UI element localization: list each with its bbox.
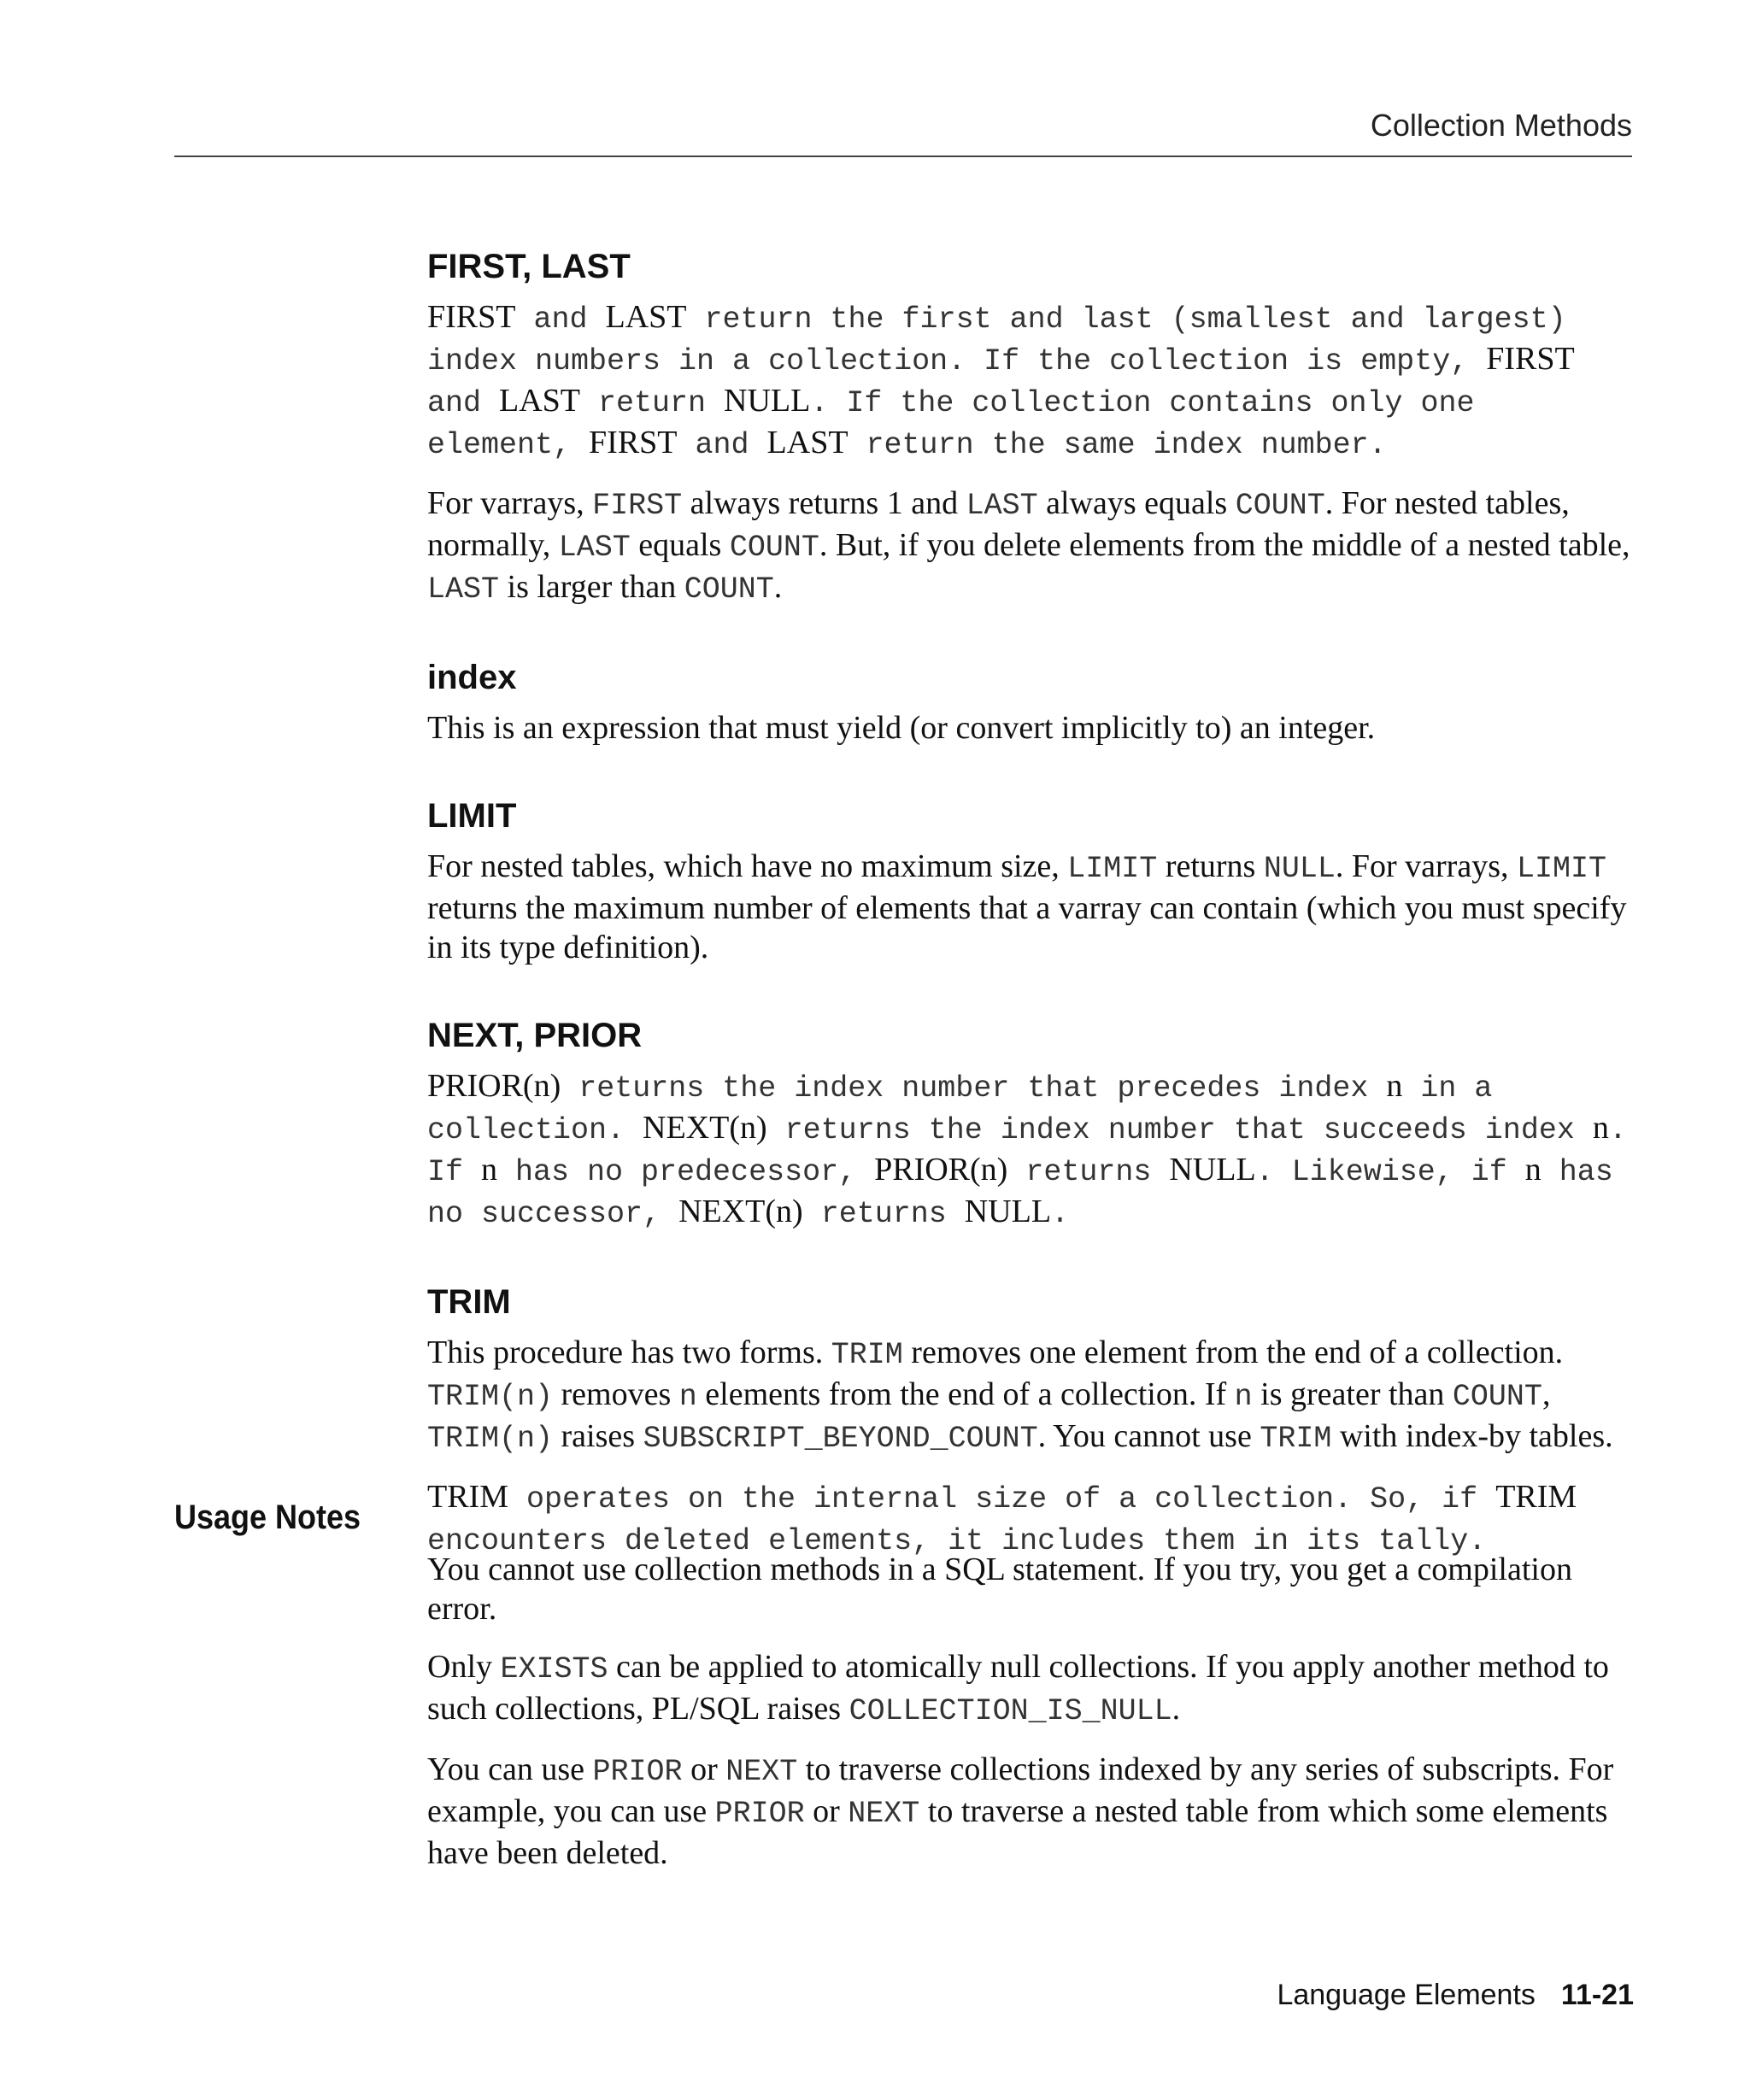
text-run: NEXT(n) [678,1194,803,1229]
code-term: . If [427,1113,1627,1189]
text-run: . [773,569,783,605]
text-run: You can use [427,1751,593,1787]
text-run: n [1524,1152,1542,1188]
heading-limit: LIMIT [427,797,517,835]
page-number: 11-21 [1560,1979,1634,2011]
code-term: COUNT [1235,489,1325,523]
text-run: TRIM [1495,1479,1577,1515]
para-first-last-1 [427,297,1634,465]
text-run: n [1386,1068,1403,1104]
text-run: PRIOR(n) [874,1152,1008,1188]
para-usage-2 [427,1647,1634,1731]
text-run: . You cannot use [1037,1418,1260,1454]
text-run: raises [553,1418,643,1454]
text-run: For varrays, [427,485,593,521]
code-term: COLLECTION_IS_NULL [849,1694,1172,1728]
text-run: removes [553,1376,679,1412]
text-run: PRIOR(n) [427,1068,561,1104]
running-header [174,104,1632,157]
code-term: n [678,1380,697,1414]
text-run: , [1542,1376,1551,1412]
text-run: . But, if you delete elements from the middle of a nested table, [819,527,1630,563]
para-usage-1: You cannot use collection methods in a SQL statement. If you try, you get a compilation error. [427,1552,1572,1627]
text-run: LAST [766,425,849,460]
text-run: TRIM [427,1479,508,1515]
code-term: has no successor, [427,1155,1613,1231]
code-term: has no predecessor, [497,1155,875,1189]
text-run: Only [427,1649,501,1685]
text-run: NULL [964,1194,1052,1229]
text-run: or [682,1751,726,1787]
text-run: . For varrays, [1335,848,1517,884]
text-run: always equals [1037,485,1236,521]
code-term: PRIOR [714,1797,805,1831]
text-run: NULL [1169,1152,1256,1188]
code-term: returns the index number that succeeds index [766,1113,1593,1147]
code-term: SUBSCRIPT_BEYOND_COUNT [643,1422,1038,1456]
code-term: LAST [427,572,500,607]
code-term: NEXT [725,1755,798,1789]
usage-notes-heading: Usage Notes [174,1499,361,1536]
para-trim-1 [427,1333,1634,1458]
code-term: returns the index number that precedes index [561,1071,1387,1106]
para-trim-2 [427,1477,1634,1561]
code-term: LIMIT [1516,852,1607,886]
text-run: returns the maximum number of elements that a varray can contain (which you must specify in its type definition). [427,890,1627,965]
code-term: . [1051,1197,1070,1231]
text-run: This procedure has two forms. [427,1334,831,1370]
para-limit [427,847,1634,967]
code-term: FIRST [592,489,683,523]
text-run: NULL [724,383,811,419]
code-term: COUNT [729,531,819,565]
text-run: FIRST [1486,341,1575,377]
code-term: . If the collection contains only one element, [427,386,1475,462]
text-run: . [1172,1691,1181,1727]
code-term: returns [1007,1155,1170,1189]
code-term: TRIM [1260,1422,1332,1456]
text-run: or [804,1793,849,1829]
code-term: TRIM [831,1338,903,1372]
code-term: PRIOR [592,1755,683,1789]
heading-index: index [427,659,517,696]
text-run: to traverse a nested table from which some elements have been deleted. [427,1793,1608,1871]
code-term: n [1234,1380,1253,1414]
text-run: removes one element from the end of a collection. [902,1334,1564,1370]
code-term: in a collection. [427,1071,1493,1147]
code-term: returns [802,1197,965,1231]
text-run: . For nested tables, normally, [427,485,1570,563]
code-term: . Likewise, if [1255,1155,1525,1189]
text-run: FIRST [427,299,516,335]
text-run: n [1592,1110,1609,1146]
heading-next-prior: NEXT, PRIOR [427,1017,643,1054]
text-run: elements from the end of a collection. If [696,1376,1235,1412]
text-run: equals [630,527,730,563]
text-run: with index-by tables. [1331,1418,1613,1454]
heading-first-last: FIRST, LAST [427,248,631,285]
code-term: LAST [966,489,1038,523]
code-term: LAST [558,531,631,565]
code-term: and [427,386,500,420]
code-term: TRIM(n) [427,1422,554,1456]
code-term: return [580,386,725,420]
text-run: is greater than [1252,1376,1453,1412]
main-content [427,244,1634,1580]
para-next-prior [427,1066,1634,1234]
code-term: return the first and last (smallest and largest) index numbers in a collection. If the collection is empty, [427,302,1566,378]
para-usage-3 [427,1750,1634,1873]
text-run: FIRST [589,425,678,460]
text-run: always returns 1 and [682,485,966,521]
code-term: COUNT [1452,1380,1542,1414]
code-term: LIMIT [1067,852,1158,886]
code-term: and [515,302,606,337]
text-run: n [481,1152,498,1188]
text-run: can be applied to atomically null collections. If you apply another method to such collections, PL/SQL raises [427,1649,1609,1727]
usage-notes [427,1550,1634,1892]
para-first-last-2 [427,484,1634,609]
code-term: EXISTS [500,1652,608,1686]
footer-chapter: Language Elements [1277,1979,1536,2011]
text-run: For nested tables, which have no maximum size, [427,848,1068,884]
code-term: COUNT [684,572,774,607]
code-term: and [677,428,767,462]
text-run: LAST [605,299,687,335]
text-run: to traverse collections indexed by any series of subscripts. For example, you can use [427,1751,1614,1829]
code-term: NULL [1263,852,1336,886]
text-run: returns [1157,848,1264,884]
section-title: Collection Methods [1370,108,1632,143]
para-index: This is an expression that must yield (or convert implicitly to) an integer. [427,710,1376,746]
code-term: encounters deleted elements, it includes them in its tally. [427,1524,1487,1558]
code-term: operates on the internal size of a collection. So, if [508,1482,1496,1516]
page-footer [1277,1979,1634,2012]
code-term: return the same index number. [848,428,1387,462]
code-term: NEXT [848,1797,920,1831]
text-run: NEXT(n) [643,1110,767,1146]
text-run: is larger than [499,569,684,605]
text-run: LAST [499,383,581,419]
heading-trim: TRIM [427,1283,511,1321]
code-term: TRIM(n) [427,1380,554,1414]
